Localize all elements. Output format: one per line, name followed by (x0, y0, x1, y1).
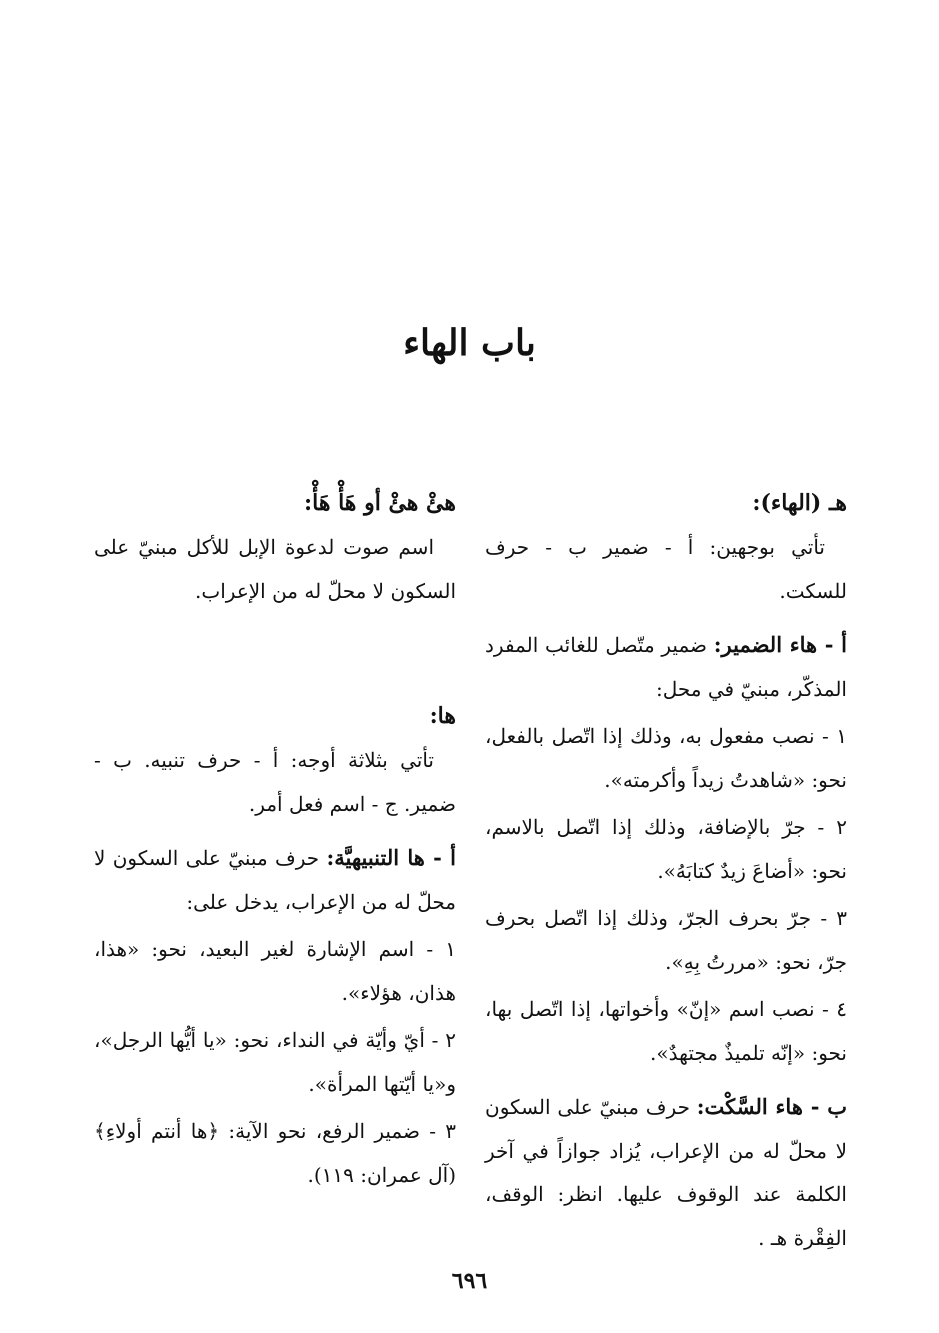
tanbih-item-3: ٣ - ضمير الرفع، نحو الآية: ﴿ها أنتم أولاءِ﴾ (آل عمران: ١١٩). (94, 1119, 456, 1187)
tanbih-paragraph (94, 836, 456, 924)
entry-ha-sakt (485, 1085, 847, 1260)
tanbih-text: حرف مبنيّ على السكون لا محلّ له من الإعراب، يدخل على: (94, 846, 456, 914)
spacer (94, 623, 456, 693)
entry-haa-tanbih (94, 836, 456, 1197)
tanbih-item-1: ١ - اسم الإشارة لغير البعيد، نحو: «هذا، هذان، هؤلاء». (94, 937, 456, 1005)
entry-haa (94, 693, 456, 826)
damir-item-1: ١ - نصب مفعول به، وذلك إذا اتّصل بالفعل، نحو: «شاهدتُ زيداً وأكرمته». (485, 724, 847, 792)
damir-text: ضمير متّصل للغائب المفرد المذكّر، مبنيّ في محل: (485, 633, 847, 701)
tanbih-subhead: أ - ها التنبيهيَّة: (326, 845, 456, 870)
entry-hai-body: اسم صوت لدعوة الإبل للأكل مبنيّ على السكون لا محلّ له من الإعراب. (94, 535, 456, 603)
tanbih-item-2: ٢ - أيّ وأيّة في النداء، نحو: «يا أيُّها الرجل»، و«يا أيّتها المرأة». (94, 1028, 456, 1096)
damir-item-4: ٤ - نصب اسم «إنّ» وأخواتها، إذا اتّصل بها، نحو: «إنّه تلميذٌ مجتهدٌ». (485, 997, 847, 1065)
right-column (485, 480, 847, 1270)
damir-paragraph (485, 623, 847, 711)
damir-subhead: أ - هاء الضمير: (713, 632, 848, 657)
entry-hai (94, 480, 456, 613)
sakt-subhead: ب - هاء السَّكْت: (696, 1094, 847, 1119)
entry-haa-intro: تأتي بثلاثة أوجه: أ - حرف تنبيه. ب - ضمير. ج - اسم فعل أمر. (94, 748, 456, 816)
page-title: باب الهاء (403, 322, 536, 364)
entry-ha-head: هـ (الهاء): (752, 490, 847, 516)
entry-haa-head: ها: (429, 703, 456, 729)
left-column (94, 480, 456, 1207)
page-number: ٦٩٦ (451, 1268, 488, 1294)
entry-hai-head: هئْ هئْ أو هَأْ هَأْ: (304, 490, 456, 516)
entry-ha (485, 480, 847, 613)
damir-item-2: ٢ - جرّ بالإضافة، وذلك إذا اتّصل بالاسم، نحو: «أضاعَ زيدٌ كتابَهُ». (485, 815, 847, 883)
entry-ha-intro: تأتي بوجهين: أ - ضمير ب - حرف للسكت. (485, 535, 847, 603)
sakt-text: حرف مبنيّ على السكون لا محلّ له من الإعراب، يُزاد جوازاً في آخر الكلمة عند الوقوف عليها. انظر: الوقف، الفِقْرة هـ . (485, 1095, 847, 1250)
sakt-paragraph (485, 1085, 847, 1260)
entry-ha-damir (485, 623, 847, 1075)
damir-item-3: ٣ - جرّ بحرف الجرّ، وذلك إذا اتّصل بحرف جرّ، نحو: «مررتُ بِهِ». (485, 906, 847, 974)
